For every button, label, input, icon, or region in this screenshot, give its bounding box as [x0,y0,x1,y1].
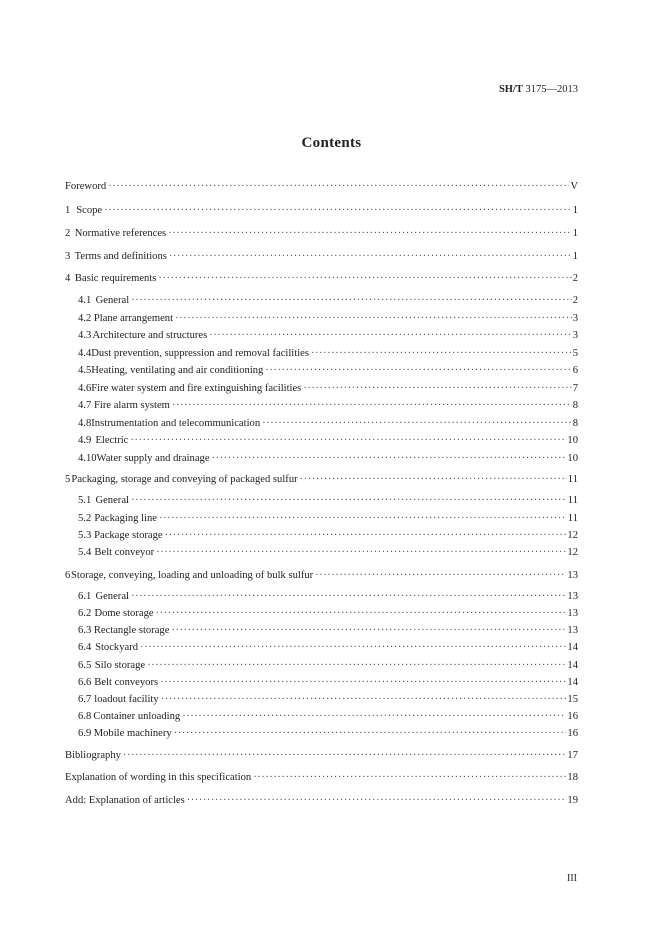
toc-entry[interactable] [78,693,578,707]
dot-leader [174,727,567,741]
dot-leader [171,624,566,638]
dot-leader [130,434,566,448]
toc-entry[interactable] [78,607,578,621]
toc-entry[interactable] [78,494,578,508]
toc-entry[interactable] [78,676,578,690]
dot-leader [315,569,566,583]
dot-leader [311,347,572,361]
dot-leader [159,512,567,526]
toc-entry-number: 4.1 [78,295,92,306]
dot-leader [169,250,572,264]
toc-entry-number: 5.4 [78,547,92,558]
toc-entry-page: 2 [572,273,578,284]
page-number: III [567,873,577,884]
toc-entry-number: 6.9 [78,728,92,739]
toc-entry-page: 13 [567,591,578,602]
toc-entry-page: 8 [572,418,578,429]
toc-entry-number: 6.6 [78,677,92,688]
toc-entry-label: Instrumentation and telecommunication [91,418,261,429]
toc-entry-number: 4.8 [78,418,92,429]
toc-entry-number: 1 [65,205,71,216]
toc-entry[interactable] [78,294,578,308]
toc-entry-number: 6.4 [78,642,92,653]
toc-entry-number: 5.2 [78,513,92,524]
page-title: Contents [301,135,362,151]
toc-entry-label: Foreword [65,181,107,192]
toc-entry-page: 1 [572,251,578,262]
dot-leader [158,272,571,286]
toc-entry-page: 12 [567,530,578,541]
dot-leader [104,204,572,218]
toc-entry-label: Rectangle storage [93,625,170,636]
dot-leader [303,382,571,396]
toc-entry-page: 10 [567,453,578,464]
toc-entry-page: 3 [572,330,578,341]
toc-entry-page: 13 [567,608,578,619]
toc-entry-page: 19 [567,795,578,806]
toc-entry-page: 1 [572,205,578,216]
toc-entry[interactable] [78,399,578,413]
dot-leader [262,417,572,431]
toc-entry-label: General [95,295,130,306]
dot-leader [161,693,567,707]
toc-entry[interactable] [65,569,578,583]
toc-entry-label: loadout facility [94,694,159,705]
toc-entry-page: 15 [567,694,578,705]
toc-entry[interactable] [65,272,578,286]
dot-leader [187,794,567,808]
toc-entry-label: Add: Explanation of articles [65,795,185,806]
toc-entry-label: Mobile machinery [93,728,172,739]
toc-entry-number: 6.7 [78,694,92,705]
toc-entry[interactable] [65,749,578,763]
toc-entry-number: 6 [65,570,71,581]
toc-entry-number: 6.5 [78,660,92,671]
toc-entry-label: Dome storage [94,608,154,619]
toc-entry-number: 2 [65,228,71,239]
toc-entry-label: Packaging, storage and conveying of packaged sulfur [71,474,298,485]
dot-leader [165,529,567,543]
toc-entry-label: Normative references [74,228,167,239]
toc-entry-page: 11 [567,513,578,524]
toc-entry[interactable] [65,227,578,241]
toc-entry-page: 12 [567,547,578,558]
toc-entry[interactable] [65,794,578,808]
dot-leader [123,749,566,763]
toc-entry-page: 6 [572,365,578,376]
toc-entry[interactable] [65,473,578,487]
standard-number: 3175—2013 [522,84,578,95]
toc-entry-number: 5.3 [78,530,92,541]
dot-leader [108,180,569,194]
toc-entry[interactable] [65,771,578,785]
toc-entry[interactable] [78,434,578,448]
dot-leader [156,607,567,621]
dot-leader [156,546,566,560]
toc-entry-label: Fire water system and fire extinguishing facilities [91,383,302,394]
toc-entry[interactable] [78,452,578,466]
dot-leader [160,676,566,690]
toc-entry-label: Packaging line [94,513,157,524]
toc-entry-number: 6.3 [78,625,92,636]
toc-entry[interactable] [78,347,578,361]
toc-entry-number: 4.6 [78,383,92,394]
toc-entry-label: Storage, conveying, loading and unloading of bulk sulfur [71,570,314,581]
toc-entry-number: 4 [65,273,71,284]
dot-leader [168,227,572,241]
toc-entry[interactable] [78,329,578,343]
dot-leader [253,771,566,785]
toc-entry-label: Plane arrangement [93,313,174,324]
toc-entry-page: 11 [567,474,578,485]
toc-entry-label: Stockyard [95,642,139,653]
toc-entry[interactable] [78,659,578,673]
dot-leader [209,329,571,343]
dot-leader [172,399,572,413]
toc-entry-page: 7 [572,383,578,394]
toc-entry-label: Dust prevention, suppression and removal facilities [91,348,309,359]
toc-entry-number: 4.7 [78,400,92,411]
toc-entry-page: 16 [567,728,578,739]
toc-entry-page: 13 [567,625,578,636]
toc-entry-label: Electric [95,435,129,446]
toc-entry-label: General [95,495,129,506]
toc-entry-label: Architecture and structures [92,330,208,341]
toc-entry-label: Package storage [94,530,163,541]
toc-entry-label: General [95,591,129,602]
toc-entry-page: 13 [567,570,578,581]
toc-entry-page: 14 [567,677,578,688]
toc-entry-number: 5 [65,474,71,485]
toc-entry-page: 2 [572,295,578,306]
toc-entry-label: Heating, ventilating and air conditioning [91,365,264,376]
toc-entry-number: 6.8 [78,711,92,722]
dot-leader [265,364,571,378]
toc-entry-number: 4.2 [78,313,92,324]
toc-entry[interactable] [65,180,578,194]
dot-leader [147,659,566,673]
toc-entry-page: 1 [572,228,578,239]
dot-leader [140,641,566,655]
toc-entry-number: 4.3 [78,330,92,341]
toc-entry-label: Fire alarm system [94,400,170,411]
dot-leader [131,294,572,308]
toc-entry-number: 4.5 [78,365,92,376]
toc-entry[interactable] [78,727,578,741]
toc-entry-number: 3 [65,251,71,262]
toc-entry[interactable] [78,529,578,543]
toc-entry-label: Basic requirements [74,273,157,284]
toc-entry[interactable] [78,641,578,655]
toc-entry-page: 3 [572,313,578,324]
dot-leader [175,312,572,326]
toc-entry-page: 5 [572,348,578,359]
document-code [499,84,578,95]
toc-entry-number: 4.4 [78,348,92,359]
toc-entry-label: Container unloading [93,711,181,722]
toc-entry-label: Terms and definitions [74,251,167,262]
toc-entry-label: Explanation of wording in this specification [65,772,252,783]
toc-entry-label: Belt conveyors [94,677,159,688]
toc-entry-page: 10 [567,435,578,446]
toc-entry-page: 14 [567,660,578,671]
toc-entry-label: Water supply and drainage [96,453,210,464]
toc-entry-label: Scope [76,205,103,216]
toc-entry-label: Silo storage [94,660,146,671]
dot-leader [212,452,567,466]
toc-entry-page: 14 [567,642,578,653]
toc-entry[interactable] [78,710,578,724]
toc-entry-label: Bibliography [65,750,121,761]
toc-entry[interactable] [78,364,578,378]
toc-entry-number: 5.1 [78,495,92,506]
toc-entry-page: 18 [567,772,578,783]
standard-prefix: SH/T [498,84,523,95]
toc-entry-page: 11 [567,495,578,506]
toc-entry[interactable] [78,624,578,638]
toc-entry-number: 6.2 [78,608,92,619]
toc-entry[interactable] [65,250,578,264]
toc-entry[interactable] [78,417,578,431]
toc-entry-label: Belt conveyor [94,547,155,558]
toc-entry[interactable] [78,382,578,396]
toc-entry-page: 8 [572,400,578,411]
toc-entry-page: 17 [567,750,578,761]
toc-entry[interactable] [78,590,578,604]
toc-entry-page: 16 [567,711,578,722]
toc-entry[interactable] [78,512,578,526]
dot-leader [131,494,567,508]
dot-leader [300,473,567,487]
toc-entry-number: 4.9 [78,435,92,446]
toc-entry-number: 6.1 [78,591,92,602]
dot-leader [182,710,566,724]
toc-entry-page: V [570,181,578,192]
toc-entry[interactable] [78,312,578,326]
toc-entry[interactable] [78,546,578,560]
dot-leader [131,590,566,604]
toc-entry[interactable] [65,204,578,218]
toc-entry-number: 4.10 [78,453,97,464]
